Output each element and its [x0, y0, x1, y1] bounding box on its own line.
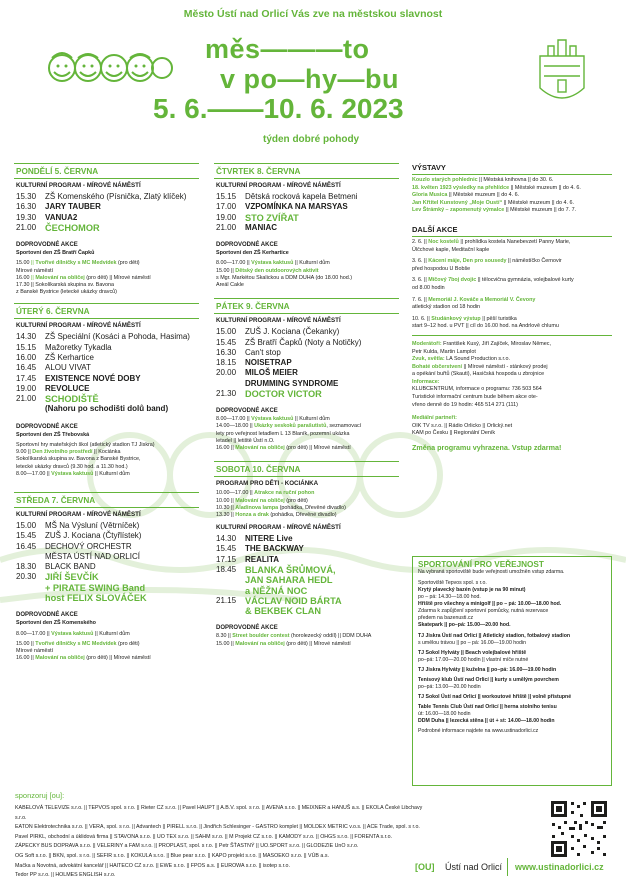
program-heading: KULTURNÍ PROGRAM - MÍROVÉ NÁMĚSTÍ: [16, 511, 141, 518]
sport-day: Sportovní den ZŠ Komenského: [16, 620, 96, 627]
event-row: 20.30 JIŘÍ ŠEVČÍK: [16, 572, 99, 583]
event-row: 18.15 NOISETRAP: [216, 358, 292, 368]
sport-line: Zdarma k zapůjčení sportovní pomůcky, nutná rezervace: [418, 608, 549, 614]
event-row: & BEKBEK CLAN: [245, 606, 322, 617]
sport-line: po–pá: 13.00—20.00 hodin: [418, 684, 481, 690]
side-events-heading: DOPROVODNÉ AKCE: [216, 625, 278, 632]
event-row: (Nahoru po schodišti dolů band): [45, 404, 169, 414]
side-event: 15.00 || Malování na obličej (pro děti) || Mírové náměstí: [216, 640, 351, 647]
side-event: 15.00 || Tvořivé dílničky s MC Medvídek (pro děti): [16, 640, 140, 647]
event-row: a NĚŽNÁ NOC: [245, 585, 308, 596]
sport-line: út: 16.00—18.00 hodin: [418, 711, 471, 717]
day-heading-thursday: ČTVRTEK 8. ČERVNA: [214, 163, 399, 179]
sport-line: TJ Sokol Hylváty || Beach volejbalové hřiště: [418, 650, 527, 656]
event-row: 16.45 DECHOVÝ ORCHESTR: [16, 541, 132, 551]
event-row: [14, 213, 199, 223]
sport-line: Krytý plavecký bazén (vstup je na 90 minut): [418, 587, 526, 593]
program-heading: KULTURNÍ PROGRAM - MÍROVÉ NÁMĚSTÍ: [216, 182, 341, 189]
event-row: 14.30 ZŠ Speciální (Kosáci a Pohoda, Hasima): [16, 332, 190, 342]
side-event: 8.00—17.00 || Výstava kaktusů || Kulturní dům: [16, 470, 130, 477]
info-line: KLUBCENTRUM, informace o programu: 736 503 564: [412, 386, 542, 393]
side-event: 16.00 || Malování na obličej (pro děti) || Mírové náměstí: [16, 655, 151, 662]
event-row: 15.45 ZŠ Bratří Čapků (Noty a Notičky): [216, 337, 362, 347]
event-row: 17.15 REALITA: [216, 554, 280, 564]
side-event: Areál Cakle: [216, 282, 244, 288]
event-row: 15.45 ZUŠ J. Kociana (Čtyřlístek): [16, 531, 142, 541]
side-event: z Banské Bystrice (letecké ukázky dravců): [16, 289, 117, 296]
event-name: VANUA2: [45, 212, 78, 222]
side-event: 8.00—17.00 || Výstava kaktusů || Kulturní dům: [216, 260, 330, 267]
kids-event: 10.00—17.00 || Atrakce na ruční pohon: [216, 490, 315, 497]
event-time: 21.00: [16, 222, 37, 232]
event-time: 16.30: [16, 202, 37, 212]
sponsor-row: Tedor PP s.r.o. || HOLMES ENGLISH s.r.o.: [15, 872, 116, 879]
qr-code-icon[interactable]: [549, 799, 609, 859]
sport-heading: SPORTOVÁNÍ PRO VEŘEJNOST: [418, 560, 544, 569]
event-name: JARY TAUBER: [45, 202, 101, 212]
footer-url-link[interactable]: www.ustinadorlici.cz: [515, 862, 604, 872]
event-row: 16.30 Can't stop: [216, 347, 281, 357]
side-event: 16.00 || Malování na obličej (pro děti) || Mírové náměstí: [16, 274, 151, 281]
event-row: [14, 192, 199, 202]
event-row: 15.00 ZUŠ J. Kociana (Čekanky): [216, 327, 340, 337]
sport-line: s umělou trávou || po – pá: 16.00—19.00 hodin: [418, 640, 526, 646]
event-row: 18.30 BLACK BAND: [16, 562, 96, 572]
side-event: 17.30 || Sokolíkarská skupina sv. Bavona: [16, 282, 115, 288]
more-events-heading: DALŠÍ AKCE: [412, 225, 612, 237]
column-right: [412, 163, 612, 452]
logo-line-2: v po—hy—bu: [220, 64, 399, 94]
sponsor-row: Mačka a Novotná, advokátní kancelář || HAITECO CZ s.r.o. || EWE s.r.o. || FPOS a.s. || EUROWA s.r.o. || isotep s.r.o.: [15, 862, 290, 869]
event-time: 15.30: [16, 192, 37, 201]
food-cont: a opékání buřtů (Skauti), Hasičská hospoda u zbrojnice: [412, 371, 545, 378]
side-event: 14.00—18.00 || Ukázky seskoků parašutistů, seznamovací: [216, 423, 362, 430]
column-left: [14, 163, 199, 662]
event-row: [14, 223, 199, 233]
program-heading: KULTURNÍ PROGRAM - MÍROVÉ NÁMĚSTÍ: [216, 524, 341, 532]
more-event: 10. 6. || Studánkový výstup || pěší turistika start 9–12 hod. u PVT || cíl do 16.00 hod. na Andrlově chlumu: [412, 315, 559, 330]
footer-divider: [507, 858, 508, 876]
side-event: 8.30 || Street boulder contest (horolezecký oddíl) || DDM DUHA: [216, 633, 372, 640]
sponsors-list: [15, 804, 435, 881]
exhibition-item: Kouzlo starých pohlednic || Městská knihovna || do 30. 6.: [412, 177, 554, 183]
exhibition-item: Gloria Musica || Městské muzeum || do 4. 6.: [412, 192, 520, 199]
program-change-note: Změna programu vyhrazena. Vstup zdarma!: [412, 443, 562, 453]
sport-line: TJ Sokol Ústí nad Orlicí || workoutové hřiště || volně přístupné: [418, 694, 572, 700]
sport-line: Skatepark || po–pá: 15.00—20.00 hod.: [418, 622, 511, 628]
sport-line: po–pá: 17.00—20.00 hodin || vlastní míče nutné: [418, 657, 529, 663]
food: Bohaté občerstvení || Mírové náměstí - stánkový prodej: [412, 363, 548, 370]
sport-line: Hřiště pro všechny a minigolf || po – pá: 10.00—18.00 hod.: [418, 601, 562, 607]
event-time: 19.30: [16, 212, 37, 222]
festival-subtitle: týden dobré pohody: [263, 134, 360, 145]
exhibitions-heading: VÝSTAVY: [412, 163, 612, 175]
side-events-heading: DOPROVODNÉ AKCE: [16, 612, 78, 619]
sport-line: Na vybraná sportoviště bude veřejnosti umožněn vstup zdarma.: [418, 569, 565, 575]
side-event: Mírové náměstí: [16, 647, 54, 654]
header-invite: Město Ústí nad Orlicí Vás zve na městskou slavnost: [183, 8, 443, 20]
exhibition-item: Jan Křtitel Kunstovný „Moje Oustí“ || Městské muzeum || do 4. 6.: [412, 199, 574, 206]
side-events-heading: DOPROVODNÉ AKCE: [216, 242, 278, 249]
event-row: 15.15 Dětská rocková kapela Betmeni: [216, 192, 358, 201]
side-event: letecké ukázky dravců (9.30 hod. a 11.30 hod.): [16, 463, 128, 470]
sponsor-row: KABELOVÁ TELEVIZE s.r.o. || TEPVOS spol. s r.o. || Rieter CZ s.r.o. || Pavel HAUPT || A.B.V. spol. s r.o. || AVENA s.r.o. || MEIXNER a HANUŠ a.s. || EKOLA České Libchavy s.r.o.: [15, 805, 423, 821]
footer-town: Ústí nad Orlicí: [445, 862, 503, 872]
day-heading-tuesday: ÚTERÝ 6. ČERVNA: [14, 303, 199, 319]
sponsor-row: ZÁPECKY BUS DOPRAVA s.r.o. || VELERINY a FAM s.r.o. || PROPLAST, spol. s r.o. || Petr ŠŤASTNÝ || UO.SPORT s.r.o. || GLODEZIE UnO s.r.o.: [15, 843, 359, 850]
sport-day: Sportovní den ZŠ Třebovská: [16, 431, 90, 438]
event-name: ZŠ Komenského (Písnička, Zlatý klíček): [45, 192, 187, 201]
sport-line: Sportoviště Tepvos spol. s r.o.: [418, 580, 487, 586]
day-heading-saturday: SOBOTA 10. ČERVNA: [214, 461, 399, 477]
moderators: Moderátoři: František Kusý, Jiří Zajíček, Miroslav Němec,: [412, 340, 551, 347]
media-label: Mediální partneři:: [412, 415, 457, 422]
event-row: MĚSTA ÚSTÍ NAD ORLICÍ: [45, 551, 140, 561]
side-events-heading: DOPROVODNÉ AKCE: [16, 242, 78, 249]
logo-line-1: měs———to: [205, 34, 370, 64]
program-heading-kids: PROGRAM PRO DĚTI - KOCIÁNKA: [216, 480, 319, 488]
event-row: 21.00 SCHODIŠTĚ: [16, 394, 99, 405]
side-event: 16.00 || Malování na obličej (pro děti) || Mírové náměstí: [216, 445, 351, 452]
sport-line: Tenisový klub Ústí nad Orlicí || kurty s umělým povrchem: [418, 677, 559, 683]
info-label: Informace:: [412, 378, 440, 385]
event-row: 21.15 VÁCLAV NOID BÁRTA: [216, 595, 342, 606]
sponsor-row: Pavel PIRKL, obchodní a úklidová firma || STAVONA s.r.o. || UO TEX s.r.o. || SAHM s.r.o. || M Projekt CZ s.r.o. || KAMODY s.r.o. || OHGS s.r.o. || FORENTA s.r.o.: [15, 833, 393, 840]
day-heading-friday: PÁTEK 9. ČERVNA: [214, 298, 399, 314]
more-event: 7. 6. || Memoriál J. Kováče a Memoriál V. Čevony atletický stadion od 18 hodin: [412, 296, 536, 311]
ou-logo: [OU]: [415, 862, 435, 872]
event-row: 17.00 VZPOMÍNKA NA MARSYAS: [216, 202, 348, 212]
side-event: 8.00—17.00 || Výstava kaktusů || Kulturní dům: [16, 630, 130, 637]
event-row: 16.00 ZŠ Kerhartice: [16, 353, 94, 362]
moderators-cont: Petr Kulda, Martin Lamplot: [412, 348, 476, 355]
side-events-heading: DOPROVODNÉ AKCE: [16, 423, 78, 430]
event-row: 15.45 THE BACKWAY: [216, 544, 304, 554]
town-crest-icon: [536, 36, 588, 110]
event-name: ČECHOMOR: [45, 222, 100, 233]
side-event: 8.00—17.00 || Výstava kaktusů || Kulturní dům: [216, 416, 330, 423]
day-heading-monday: PONDĚLÍ 5. ČERVNA: [14, 163, 199, 179]
sponsors-heading: sponzoruj [ou]:: [15, 791, 65, 800]
side-events-heading: DOPROVODNÉ AKCE: [216, 408, 278, 415]
event-row: + PIRATE SWING Band: [45, 582, 146, 593]
exhibition-item: 18. květen 1923 výsledky na přehlídce || Městské muzeum || do 4. 6.: [412, 184, 581, 191]
more-event: 2. 6. || Noc kostelů || prohlídka kostela Nanebevzetí Panny Marie, Úlčchové kaple, Meditační kaple: [412, 238, 571, 253]
event-row: host FELIX SLOVÁČEK: [45, 593, 147, 604]
sponsor-row: OG Soft s.r.o. || BKN, spol. s r.o. || SEFIR s.r.o. || KOKULA s.r.o. || Blue pear s.r.o. || KAPO projekt s.r.o. || MASOEKO s.r.o. || VÚB a.s.: [15, 852, 329, 859]
info-line: vřeno denně do 19 hodin: 465 514 271 (111): [412, 401, 518, 408]
column-middle: [214, 163, 399, 648]
program-heading: KULTURNÍ PROGRAM - MÍROVÉ NÁMĚSTÍ: [216, 317, 341, 325]
sport-line: TJ Jiskra Hylváty || kuželna || po–pá: 16.00—19.00 hodin: [418, 667, 557, 673]
event-row: [14, 202, 199, 212]
exhibition-item: Lev Štrámký – zapomenutý výmalce || Městské muzeum || do 7. 7.: [412, 207, 577, 214]
side-event: Sokolíkarská skupina sv. Bavona z Banské Bystrice,: [16, 456, 141, 463]
side-event: Sportovní hry mateřských škol (atletický stadion TJ Jiskra): [16, 441, 155, 448]
more-event: 3. 6. || Kácení máje, Den pro sousedy || náměstíčko Černovir před hospodou U Bobše: [412, 258, 562, 272]
sport-line: po – pá: 14.30—18.00 hod.: [418, 594, 481, 600]
sponsor-row: EATON Elektrotechnika s.r.o. || VERA, spol. s r.o. || Advantech || PIRELL s.r.o. || Jindřich Schlesinger - GASTRO komplet || MOLDEX METRIC v.o.s. || ACE Trade, spol. s r.o.: [15, 824, 420, 831]
event-row: 19.00 REVOLUCE: [16, 383, 90, 393]
more-event: 3. 6. || Míčový 7boj dvojic || tělocvična gymnázia, volejbalové kurty od 8.00 hodin: [412, 277, 574, 291]
event-row: 15.15 Mažoretky Tykadla: [16, 342, 112, 352]
sport-line: předem na bazenusti.cz: [418, 615, 474, 621]
event-row: 21.30 DOCTOR VICTOR: [216, 388, 322, 399]
side-event: lety pro veřejnost letadlem L 13 Blaník, pozemní ukázka: [216, 430, 350, 437]
event-row: 14.30 NITERE Live: [216, 534, 293, 544]
sport-day: Sportovní den ZŠ Kerhartice: [216, 250, 289, 257]
program-heading: KULTURNÍ PROGRAM - MÍROVÉ NÁMĚSTÍ: [16, 182, 141, 189]
event-row: 19.00 STO ZVÍŘAT: [216, 212, 299, 223]
sport-line: Table Tennis Club Ústí nad Orlicí || herna stolního tenisu: [418, 704, 557, 710]
side-event: letadel || letiště Ústí n.O.: [216, 437, 275, 444]
side-event: 15.00 || Dětský den outdoorových aktivit: [216, 267, 319, 274]
faces-illustration: [44, 38, 174, 98]
event-row: 16.45 ALOU VIVAT: [16, 363, 91, 373]
side-event: 9.00 || Den životního prostředí || Kociánka: [16, 449, 121, 456]
media-line: OIK TV s.r.o. || Rádio Orlicko || Orlický.net: [412, 422, 513, 429]
sport-day: Sportovní den ZŠ Bratří Čapků: [16, 250, 95, 257]
event-row: 17.45 EXISTENCE NOVÉ DOBY: [16, 373, 141, 383]
media-line: KAM po Česku || Regionální Deník: [412, 430, 496, 437]
program-heading: KULTURNÍ PROGRAM - MÍROVÉ NÁMĚSTÍ: [16, 322, 141, 330]
event-row: JAN SAHARA HEDL: [245, 575, 333, 586]
side-event: s Mgr. Markétou Skalickou a DDM DUHA (do 18.00 hod.): [216, 274, 353, 281]
sport-line: TJ Jiskra Ústí nad Orlicí || Atletický stadion, fotbalový stadion: [418, 633, 571, 639]
kids-event: 10.00 || Malování na obličej (pro děti): [216, 497, 308, 504]
kids-event: 10.30 || Aladinova lampa (pohádka, Dřevěné divadlo): [216, 504, 346, 511]
event-row: DRUMMING SYNDROME: [245, 378, 339, 388]
info-line: Turistické informační centrum bude během akce ote-: [412, 394, 538, 401]
kids-event: 13.30 || Honza a drak (pohádka, Dřevěné divadlo): [216, 511, 337, 518]
event-row: 18.45 BLANKA ŠRŮMOVÁ,: [216, 565, 336, 575]
sport-for-public-box: [412, 556, 612, 786]
sport-line: Podrobné informace najdete na www.ustinadorlici.cz: [418, 728, 539, 734]
festival-dates: 5. 6.——10. 6. 2023: [153, 93, 404, 124]
day-heading-wednesday: STŘEDA 7. ČERVNA: [14, 492, 199, 508]
sport-line: DDM Duha || lezecká stěna || út + st: 14.00—18.00 hodin: [418, 718, 555, 724]
sound: Zvuk, světla: LA Sound Production s.r.o.: [412, 356, 511, 363]
event-row: 15.00 MŠ Na Výsluní (Větrníček): [16, 521, 140, 530]
event-row: 21.00 MANIAC: [216, 222, 277, 232]
side-event: Mírové náměstí: [16, 267, 54, 274]
side-event: 15.00 || Tvořivé dílničky s MC Medvídek (pro děti): [16, 260, 140, 267]
event-row: 20.00 MILOŠ MEIER: [216, 368, 298, 378]
